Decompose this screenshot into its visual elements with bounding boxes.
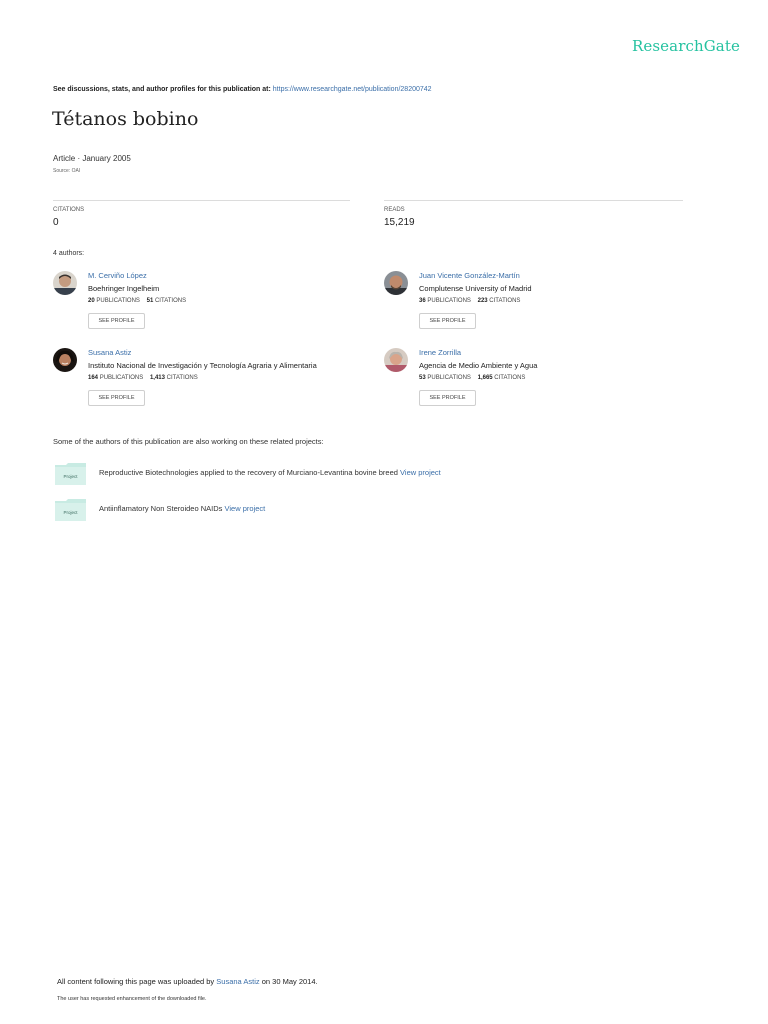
see-profile-button[interactable]: SEE PROFILE [419,390,476,406]
see-profile-button[interactable]: SEE PROFILE [419,313,476,329]
related-projects-heading: Some of the authors of this publication are also working on these related projects: [53,437,324,446]
publication-url-link[interactable]: https://www.researchgate.net/publication/28200742 [272,86,432,93]
researchgate-logo[interactable]: ResearchGate [632,37,740,55]
citations-count: 51 [146,298,154,304]
citations-label: CITATIONS [166,375,198,381]
view-project-link[interactable]: View project [400,468,441,477]
see-profile-button[interactable]: SEE PROFILE [88,313,145,329]
author-name-link[interactable]: Juan Vicente González-Martín [419,271,520,280]
author-card [384,348,684,418]
project-description: Reproductive Biotechnologies applied to the recovery of Murciano-Levantina bovine breed [99,468,398,477]
project-folder-icon [55,463,86,483]
project-icon-label: Project [63,510,78,515]
avatar[interactable] [53,271,77,295]
discussions-line [53,86,432,93]
avatar[interactable] [384,271,408,295]
article-source: Source: OAI [53,168,81,174]
upload-prefix: All content following this page was uploaded by [57,977,215,986]
publications-count: 20 [88,298,95,304]
see-profile-button[interactable]: SEE PROFILE [88,390,145,406]
publications-label: PUBLICATIONS [427,298,471,304]
author-stats [88,298,186,304]
citations-label: CITATIONS [494,375,526,381]
avatar[interactable] [384,348,408,372]
project-description: Antiinflamatory Non Steroideo NAIDs [99,504,223,513]
author-stats [88,375,198,381]
citations-label: CITATIONS [53,207,85,213]
publications-label: PUBLICATIONS [96,298,140,304]
citations-count: 1,413 [149,375,165,381]
author-stats [419,298,520,304]
citations-count: 1,665 [477,375,493,381]
citations-label: CITATIONS [489,298,521,304]
publications-label: PUBLICATIONS [427,375,471,381]
project-text [99,504,265,513]
project-text [99,468,441,477]
author-name-link[interactable]: Irene Zorrilla [419,348,462,357]
avatar[interactable] [53,348,77,372]
reads-value: 15,219 [384,217,415,228]
author-card [53,348,353,418]
publications-count: 164 [88,375,99,381]
authors-heading: 4 authors: [53,250,85,257]
citations-count: 223 [477,298,488,304]
author-institution: Instituto Nacional de Investigación y Tecnología Agraria y Alimentaria [88,361,317,370]
publications-count: 36 [419,298,426,304]
project-row [55,463,655,485]
author-institution: Complutense University of Madrid [419,284,532,293]
author-institution: Agencia de Medio Ambiente y Agua [419,361,538,370]
upload-suffix: on 30 May 2014. [261,977,318,986]
author-institution: Boehringer Ingelheim [88,284,160,293]
author-card [384,271,684,341]
uploader-link[interactable]: Susana Astiz [216,977,260,986]
project-folder-icon [55,499,86,519]
project-icon-label: Project [63,474,78,479]
enhancement-note: The user has requested enhancement of the downloaded file. [57,996,207,1002]
view-project-link[interactable]: View project [224,504,266,513]
citations-label: CITATIONS [154,298,187,304]
upload-note [57,977,318,986]
author-stats [419,375,525,381]
author-name-link[interactable]: M. Cerviño López [88,271,147,280]
publications-count: 53 [419,375,426,381]
discussions-prefix: See discussions, stats, and author profiles for this publication at: [53,86,271,93]
publications-label: PUBLICATIONS [99,375,144,381]
reads-label: READS [384,207,405,213]
author-card [53,271,353,341]
project-row [55,499,655,521]
author-name-link[interactable]: Susana Astiz [88,348,132,357]
citations-divider [53,200,350,201]
page-title: Tétanos bobino [52,108,199,130]
reads-divider [384,200,683,201]
citations-value: 0 [53,217,59,228]
article-meta: Article · January 2005 [53,154,131,163]
